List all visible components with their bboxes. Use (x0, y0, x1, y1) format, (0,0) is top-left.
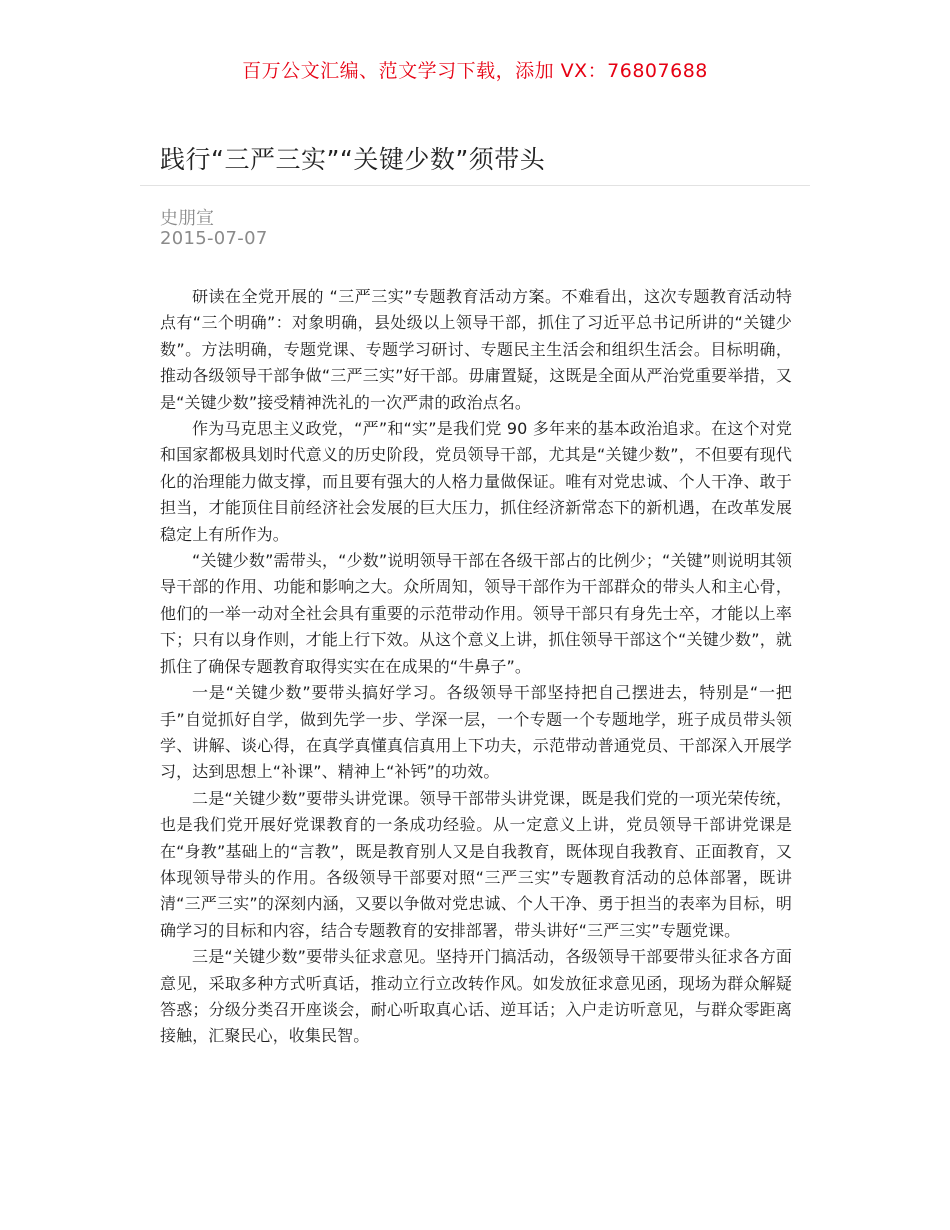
article-title: 践行“三严三实”“关键少数”须带头 (160, 145, 546, 174)
paragraph-4: 一是“关键少数”要带头搞好学习。各级领导干部坚持把自己摆进去，特别是“一把手”自觉抓好自学，做到先学一步、学深一层，一个专题一个专题地学，班子成员带头领学、讲解、谈心得，在真学真懂真信真用上下功夫，示范带动普通党员、干部深入开展学习，达到思想上“补课”、精神上“补钙”的功效。 (160, 683, 792, 782)
paragraph-2: 作为马克思主义政党，“严”和“实”是我们党 90 多年来的基本政治追求。在这个对党和国家都极具划时代意义的历史阶段，党员领导干部，尤其是“关键少数”，不但要有现代化的治理能力做支撑，而且要有强大的人格力量做保证。唯有对党忠诚、个人干净、敢于担当，才能顶住目前经济社会发展的巨大压力，抓住经济新常态下的新机遇，在改革发展稳定上有所作为。 (160, 419, 792, 544)
article-author: 史朋宣 (160, 208, 214, 229)
promo-banner: 百万公文汇编、范文学习下载，添加 VX：76807688 (242, 60, 708, 82)
title-divider (140, 185, 810, 186)
paragraph-3: “关键少数”需带头，“少数”说明领导干部在各级干部占的比例少；“关键”则说明其领导干部的作用、功能和影响之大。众所周知，领导干部作为干部群众的带头人和主心骨，他们的一举一动对全社会具有重要的示范带动作用。领导干部只有身先士卒，才能以上率下；只有以身作则，才能上行下效。从这个意义上讲，抓住领导干部这个“关键少数”，就抓住了确保专题教育取得实实在在成果的“牛鼻子”。 (160, 551, 792, 676)
paragraph-1: 研读在全党开展的 “三严三实”专题教育活动方案。不难看出，这次专题教育活动特点有“三个明确”：对象明确，县处级以上领导干部，抓住了习近平总书记所讲的“关键少数”。方法明确，专题党课、专题学习研讨、专题民主生活会和组织生活会。目标明确，推动各级领导干部争做“三严三实”好干部。毋庸置疑，这既是全面从严治党重要举措，又是“关键少数”接受精神洗礼的一次严肃的政治点名。 (160, 287, 792, 412)
paragraph-5: 二是“关键少数”要带头讲党课。领导干部带头讲党课，既是我们党的一项光荣传统，也是我们党开展好党课教育的一条成功经验。从一定意义上讲，党员领导干部讲党课是在“身教”基础上的“言教”，既是教育别人又是自我教育，既体现自我教育、正面教育，又体现领导带头的作用。各级领导干部要对照“三严三实”专题教育活动的总体部署，既讲清“三严三实”的深刻内涵，又要以争做对党忠诚、个人干净、勇于担当的表率为目标，明确学习的目标和内容，结合专题教育的安排部署，带头讲好“三严三实”专题党课。 (160, 788, 792, 940)
article-date: 2015-07-07 (160, 228, 268, 249)
article-body (160, 284, 792, 1050)
paragraph-6: 三是“关键少数”要带头征求意见。坚持开门搞活动，各级领导干部要带头征求各方面意见，采取多种方式听真话，推动立行立改转作风。如发放征求意见函，现场为群众解疑答惑；分级分类召开座谈会，耐心听取真心话、逆耳话；入户走访听意见，与群众零距离接触，汇聚民心，收集民智。 (160, 947, 792, 1046)
